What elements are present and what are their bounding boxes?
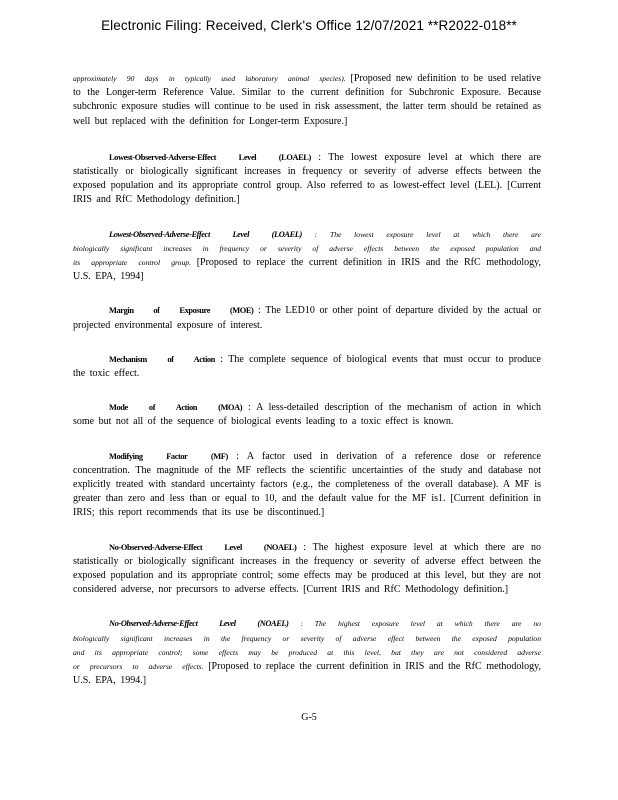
definition-italic-text: : The lowest exposure level at which there are biologically significant increases in frequency or severity of adverse effects between the exposed population and its appropriate control group. — [73, 229, 541, 268]
definition-text: : The highest exposure level at which there are no statistically or biologically significant increases in the frequency or severity of adverse effect between the exposed population and its appropriate control; some effects may be produced at this level, but they are not considered adverse, nor precursors to adverse effects. [Current IRIS and RfC Methodology definition.] — [73, 541, 541, 596]
paragraph-moa — [73, 401, 541, 429]
definition-term: Lowest-Observed-Adverse-Effect Level (LOAEL) — [109, 152, 311, 162]
paragraph-loael-proposed — [73, 228, 541, 285]
italic-lead-text: approximately 90 days in typically used laboratory animal species). — [73, 74, 346, 83]
definition-text: : The complete sequence of biological events that must occur to produce the toxic effect. — [73, 353, 541, 380]
definition-text: : A less-detailed description of the mechanism of action in which some but not all of the sequence of biological events leading to a toxic effect is known. — [73, 402, 541, 428]
definition-text: [Proposed to replace the current definition in IRIS and the RfC methodology, U.S. EPA, 1994.] — [73, 661, 541, 687]
paragraph-loael-current — [73, 151, 541, 208]
document-body — [73, 72, 541, 709]
definition-term: Lowest-Observed-Adverse-Effect Level (LOAEL) — [109, 229, 302, 239]
paragraph-noael-current — [73, 541, 541, 598]
paragraph-text: [Proposed new definition to be used relative to the Longer-term Reference Value. Similar to the current definition for Subchronic Exposure. Because subchronic exposure studies will continue to be used in risk assessment, the latter term should be retained as well but replaced with the definition for Longer-term Exposure.] — [73, 73, 541, 127]
definition-text: : The lowest exposure level at which there are statistically or biologically significant increases in frequency or severity of adverse effects between the exposed population and its appropriate control group. Also referred to as lowest-effect level (LEL). [Current IRIS and RfC Methodology definition.] — [73, 151, 541, 206]
definition-term: Modifying Factor (MF) — [109, 451, 228, 461]
paragraph-mechanism-of-action — [73, 353, 541, 381]
definition-text: : The LED10 or other point of departure divided by the actual or projected environmental exposure of interest. — [73, 305, 541, 331]
definition-term: Mode of Action (MOA) — [109, 403, 243, 413]
paragraph-moe — [73, 304, 541, 332]
definition-term: No-Observed-Adverse-Effect Level (NOAEL) — [109, 619, 289, 629]
definition-italic-text: : The highest exposure level at which there are no biologically significant increases in the frequency or severity of adverse effect between the exposed population and its appropriate control; some effects may be produced at this level, but they are not considered adverse or precursors to adverse effects. — [73, 619, 541, 672]
paragraph-modifying-factor — [73, 450, 541, 521]
filing-header: Electronic Filing: Received, Clerk's Office 12/07/2021 **R2022-018** — [101, 18, 517, 33]
definition-term: No-Observed-Adverse-Effect Level (NOAEL) — [109, 542, 297, 552]
definition-term: Margin of Exposure (MOE) — [109, 306, 254, 316]
paragraph-longer-term-exposure — [73, 72, 541, 129]
definition-term: Mechanism of Action — [109, 354, 215, 364]
paragraph-noael-proposed — [73, 617, 541, 688]
definition-text: [Proposed to replace the current definition in IRIS and the RfC methodology, U.S. EPA, 1994] — [73, 257, 541, 283]
page-number: G-5 — [301, 712, 317, 723]
definition-text: : A factor used in derivation of a reference dose or reference concentration. The magnitude of the MF reflects the scientific uncertainties of the study and database not explicitly treated with standard uncertainty factors (e.g., the completeness of the overall database). A MF is greater than zero and less than or equal to 10, and the default value for the MF is1. [Current definition in IRIS; this report recommends that its use be discontinued.] — [73, 450, 541, 519]
